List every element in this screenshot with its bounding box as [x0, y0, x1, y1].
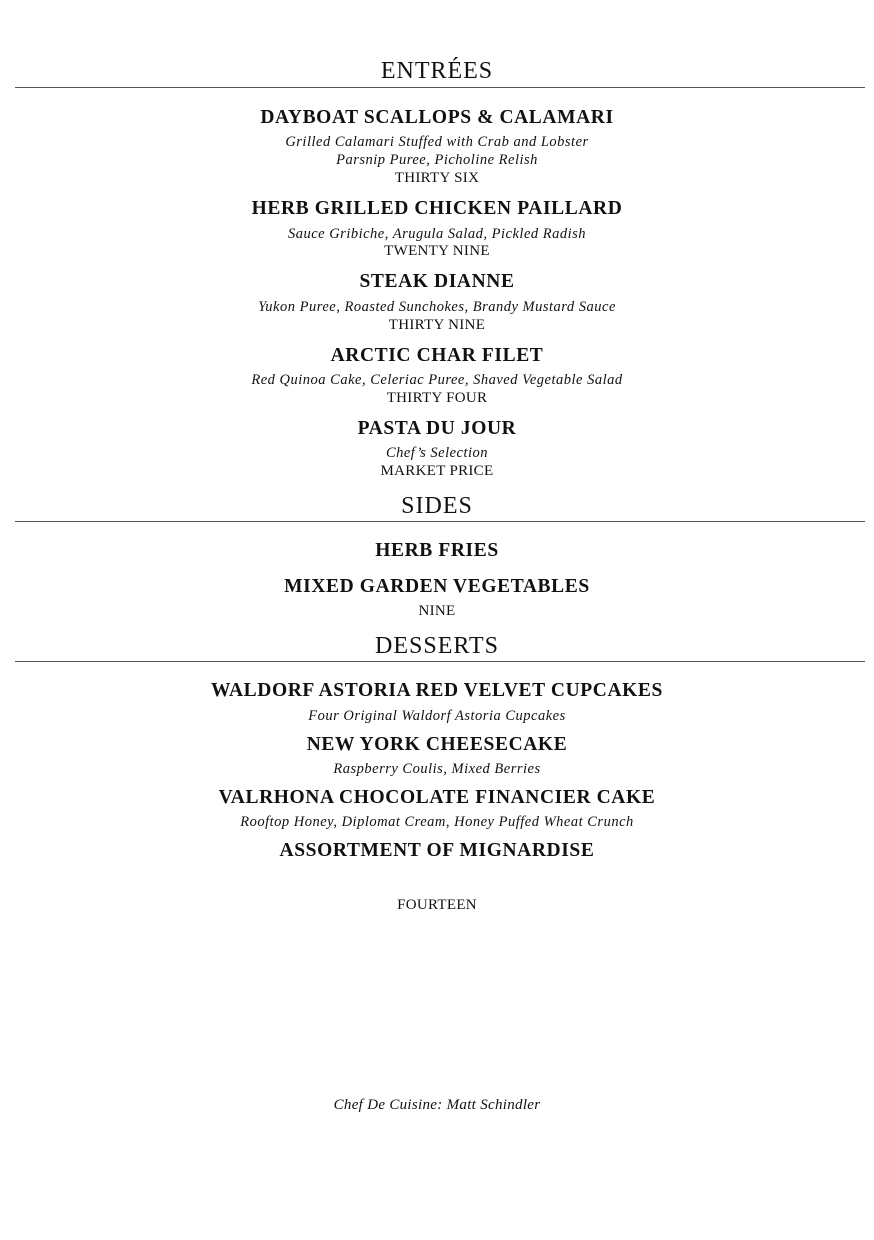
- menu-item-description: Raspberry Coulis, Mixed Berries: [333, 761, 541, 777]
- menu-item-name: PASTA DU JOUR: [357, 418, 517, 439]
- section-title-entrees: ENTRÉES: [380, 58, 494, 84]
- section-divider: [15, 521, 865, 522]
- menu-item-description: Yukon Puree, Roasted Sunchokes, Brandy Mustard Sauce: [258, 299, 616, 315]
- menu-item-price: TWENTY NINE: [384, 243, 490, 259]
- menu-item-name: STEAK DIANNE: [359, 271, 515, 292]
- menu-item-price: THIRTY FOUR: [386, 390, 488, 406]
- section-title-sides: SIDES: [401, 493, 473, 519]
- menu-item-name: MIXED GARDEN VEGETABLES: [284, 576, 590, 597]
- section-title-desserts: DESSERTS: [375, 633, 499, 659]
- menu-item-price: NINE: [418, 603, 456, 619]
- menu-item-name: VALRHONA CHOCOLATE FINANCIER CAKE: [218, 787, 656, 808]
- menu-item-description: Red Quinoa Cake, Celeriac Puree, Shaved Vegetable Salad: [251, 372, 623, 388]
- section-divider: [15, 661, 865, 662]
- section-divider: [15, 87, 865, 88]
- chef-credit: Chef De Cuisine: Matt Schindler: [333, 1097, 541, 1113]
- menu-item-name: ASSORTMENT OF MIGNARDISE: [279, 840, 595, 861]
- menu-item-description: Parsnip Puree, Picholine Relish: [336, 152, 538, 168]
- menu-item-name: HERB FRIES: [375, 540, 499, 561]
- menu-item-price: THIRTY SIX: [394, 170, 480, 186]
- menu-item-description: Rooftop Honey, Diplomat Cream, Honey Puffed Wheat Crunch: [240, 814, 634, 830]
- menu-item-name: ARCTIC CHAR FILET: [330, 345, 544, 366]
- menu-item-description: Chef’s Selection: [385, 445, 489, 461]
- menu-item-name: WALDORF ASTORIA RED VELVET CUPCAKES: [211, 680, 663, 701]
- menu-item-name: DAYBOAT SCALLOPS & CALAMARI: [260, 107, 614, 128]
- menu-item-name: HERB GRILLED CHICKEN PAILLARD: [251, 198, 623, 219]
- menu-item-price: MARKET PRICE: [380, 463, 494, 479]
- menu-item-description: Grilled Calamari Stuffed with Crab and Lobster: [285, 134, 589, 150]
- menu-item-description: Four Original Waldorf Astoria Cupcakes: [308, 708, 566, 724]
- menu-item-name: NEW YORK CHEESECAKE: [306, 734, 568, 755]
- menu-item-description: Sauce Gribiche, Arugula Salad, Pickled Radish: [287, 226, 587, 242]
- menu-item-price: THIRTY NINE: [388, 317, 486, 333]
- menu-item-price: FOURTEEN: [397, 897, 477, 913]
